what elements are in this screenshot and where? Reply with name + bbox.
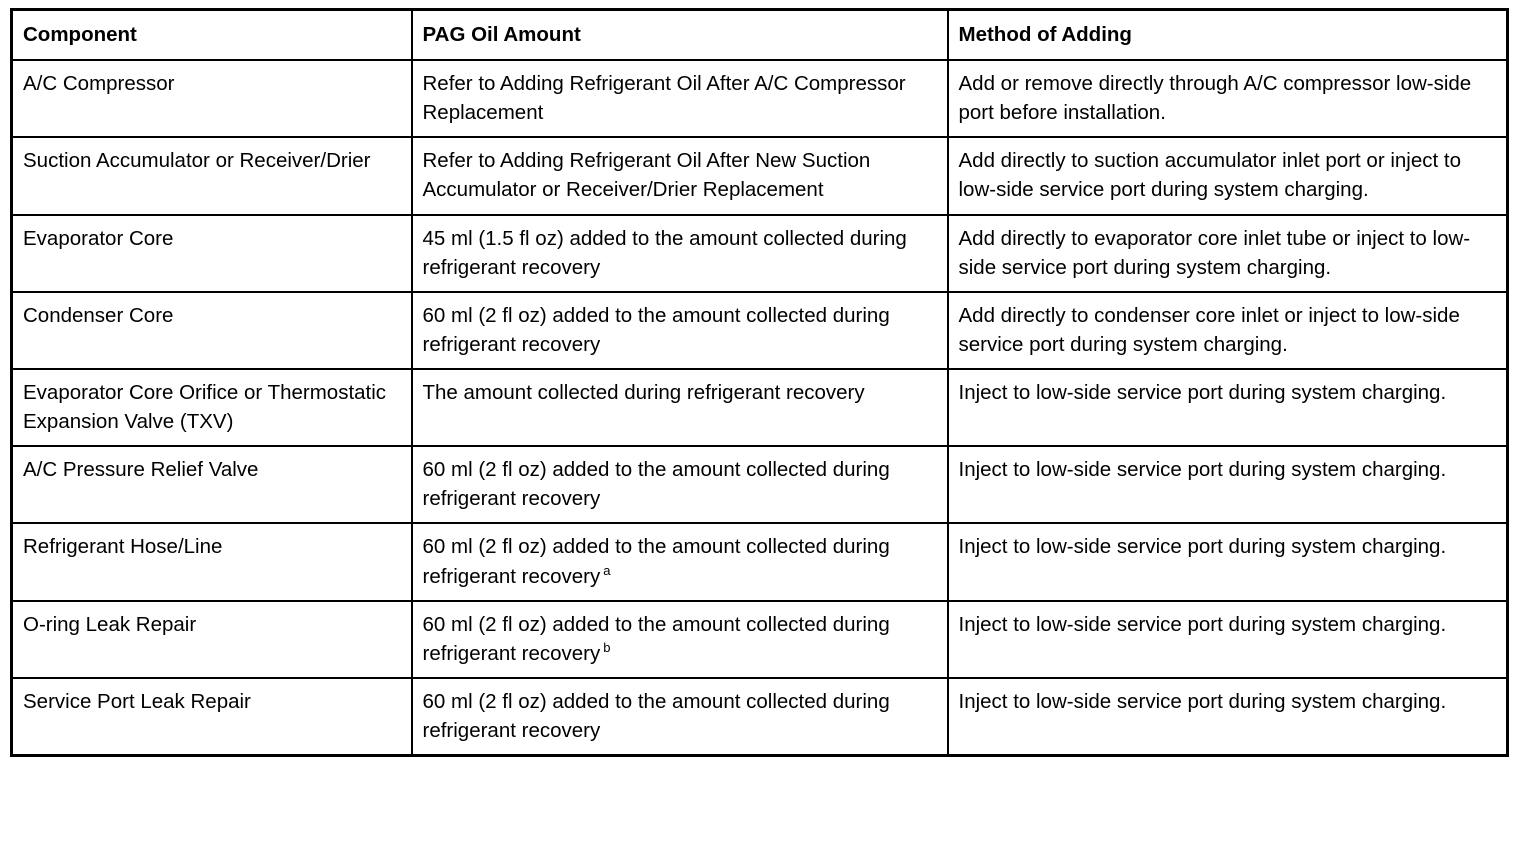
footnote-marker bbox=[600, 485, 603, 500]
cell-pag-oil-amount bbox=[412, 137, 948, 214]
cell-method-of-adding: Add directly to condenser core inlet or inject to low-side service port during system charging. bbox=[948, 292, 1508, 369]
footnote-marker bbox=[600, 717, 603, 732]
column-header-method-of-adding: Method of Adding bbox=[948, 10, 1508, 61]
cell-pag-oil-amount bbox=[412, 678, 948, 756]
cell-text: 60 ml (2 fl oz) added to the amount collected during refrigerant recovery bbox=[422, 689, 890, 742]
table-row bbox=[12, 137, 1508, 214]
footnote-marker: a bbox=[603, 562, 611, 578]
table-row bbox=[12, 446, 1508, 523]
cell-component: Evaporator Core Orifice or Thermostatic Expansion Valve (TXV) bbox=[12, 369, 412, 446]
cell-pag-oil-amount bbox=[412, 601, 948, 678]
footnote-marker bbox=[600, 254, 603, 269]
cell-component: A/C Pressure Relief Valve bbox=[12, 446, 412, 523]
cell-method-of-adding: Add or remove directly through A/C compressor low-side port before installation. bbox=[948, 60, 1508, 137]
cell-component: Service Port Leak Repair bbox=[12, 678, 412, 756]
cell-component: O-ring Leak Repair bbox=[12, 601, 412, 678]
table-row bbox=[12, 60, 1508, 137]
cell-text: The amount collected during refrigerant recovery bbox=[422, 380, 865, 404]
column-header-pag-oil-amount: PAG Oil Amount bbox=[412, 10, 948, 61]
cell-pag-oil-amount bbox=[412, 292, 948, 369]
table-body bbox=[12, 60, 1508, 755]
cell-component: Refrigerant Hose/Line bbox=[12, 523, 412, 600]
table-row bbox=[12, 292, 1508, 369]
cell-text: 45 ml (1.5 fl oz) added to the amount collected during refrigerant recovery bbox=[422, 226, 907, 279]
cell-text: 60 ml (2 fl oz) added to the amount collected during refrigerant recovery bbox=[422, 303, 890, 356]
cell-method-of-adding: Add directly to suction accumulator inlet port or inject to low-side service port during system charging. bbox=[948, 137, 1508, 214]
table-header bbox=[12, 10, 1508, 61]
pag-oil-table bbox=[10, 8, 1509, 757]
cell-text: 60 ml (2 fl oz) added to the amount collected during refrigerant recovery bbox=[422, 535, 890, 588]
cell-component: A/C Compressor bbox=[12, 60, 412, 137]
cell-text: Refer to Adding Refrigerant Oil After New Suction Accumulator or Receiver/Drier Replacement bbox=[422, 149, 871, 202]
cell-method-of-adding: Inject to low-side service port during system charging. bbox=[948, 446, 1508, 523]
cell-pag-oil-amount bbox=[412, 446, 948, 523]
cell-method-of-adding: Inject to low-side service port during system charging. bbox=[948, 601, 1508, 678]
table-row bbox=[12, 369, 1508, 446]
footnote-marker bbox=[824, 177, 827, 192]
cell-method-of-adding: Inject to low-side service port during system charging. bbox=[948, 523, 1508, 600]
cell-text: Refer to Adding Refrigerant Oil After A/C Compressor Replacement bbox=[422, 72, 906, 125]
cell-component: Condenser Core bbox=[12, 292, 412, 369]
table-row bbox=[12, 215, 1508, 292]
cell-component: Suction Accumulator or Receiver/Drier bbox=[12, 137, 412, 214]
table-header-row bbox=[12, 10, 1508, 61]
table-row bbox=[12, 678, 1508, 756]
footnote-marker: b bbox=[603, 639, 611, 655]
footnote-marker bbox=[865, 379, 868, 394]
cell-method-of-adding: Add directly to evaporator core inlet tube or inject to low-side service port during system charging. bbox=[948, 215, 1508, 292]
footnote-marker bbox=[543, 99, 546, 114]
cell-method-of-adding: Inject to low-side service port during system charging. bbox=[948, 678, 1508, 756]
cell-component: Evaporator Core bbox=[12, 215, 412, 292]
cell-method-of-adding: Inject to low-side service port during system charging. bbox=[948, 369, 1508, 446]
cell-pag-oil-amount bbox=[412, 369, 948, 446]
table-row bbox=[12, 523, 1508, 600]
table-row bbox=[12, 601, 1508, 678]
cell-text: 60 ml (2 fl oz) added to the amount collected during refrigerant recovery bbox=[422, 458, 890, 511]
cell-pag-oil-amount bbox=[412, 523, 948, 600]
column-header-component: Component bbox=[12, 10, 412, 61]
cell-text: 60 ml (2 fl oz) added to the amount collected during refrigerant recovery bbox=[422, 612, 890, 665]
cell-pag-oil-amount bbox=[412, 215, 948, 292]
footnote-marker bbox=[600, 331, 603, 346]
cell-pag-oil-amount bbox=[412, 60, 948, 137]
